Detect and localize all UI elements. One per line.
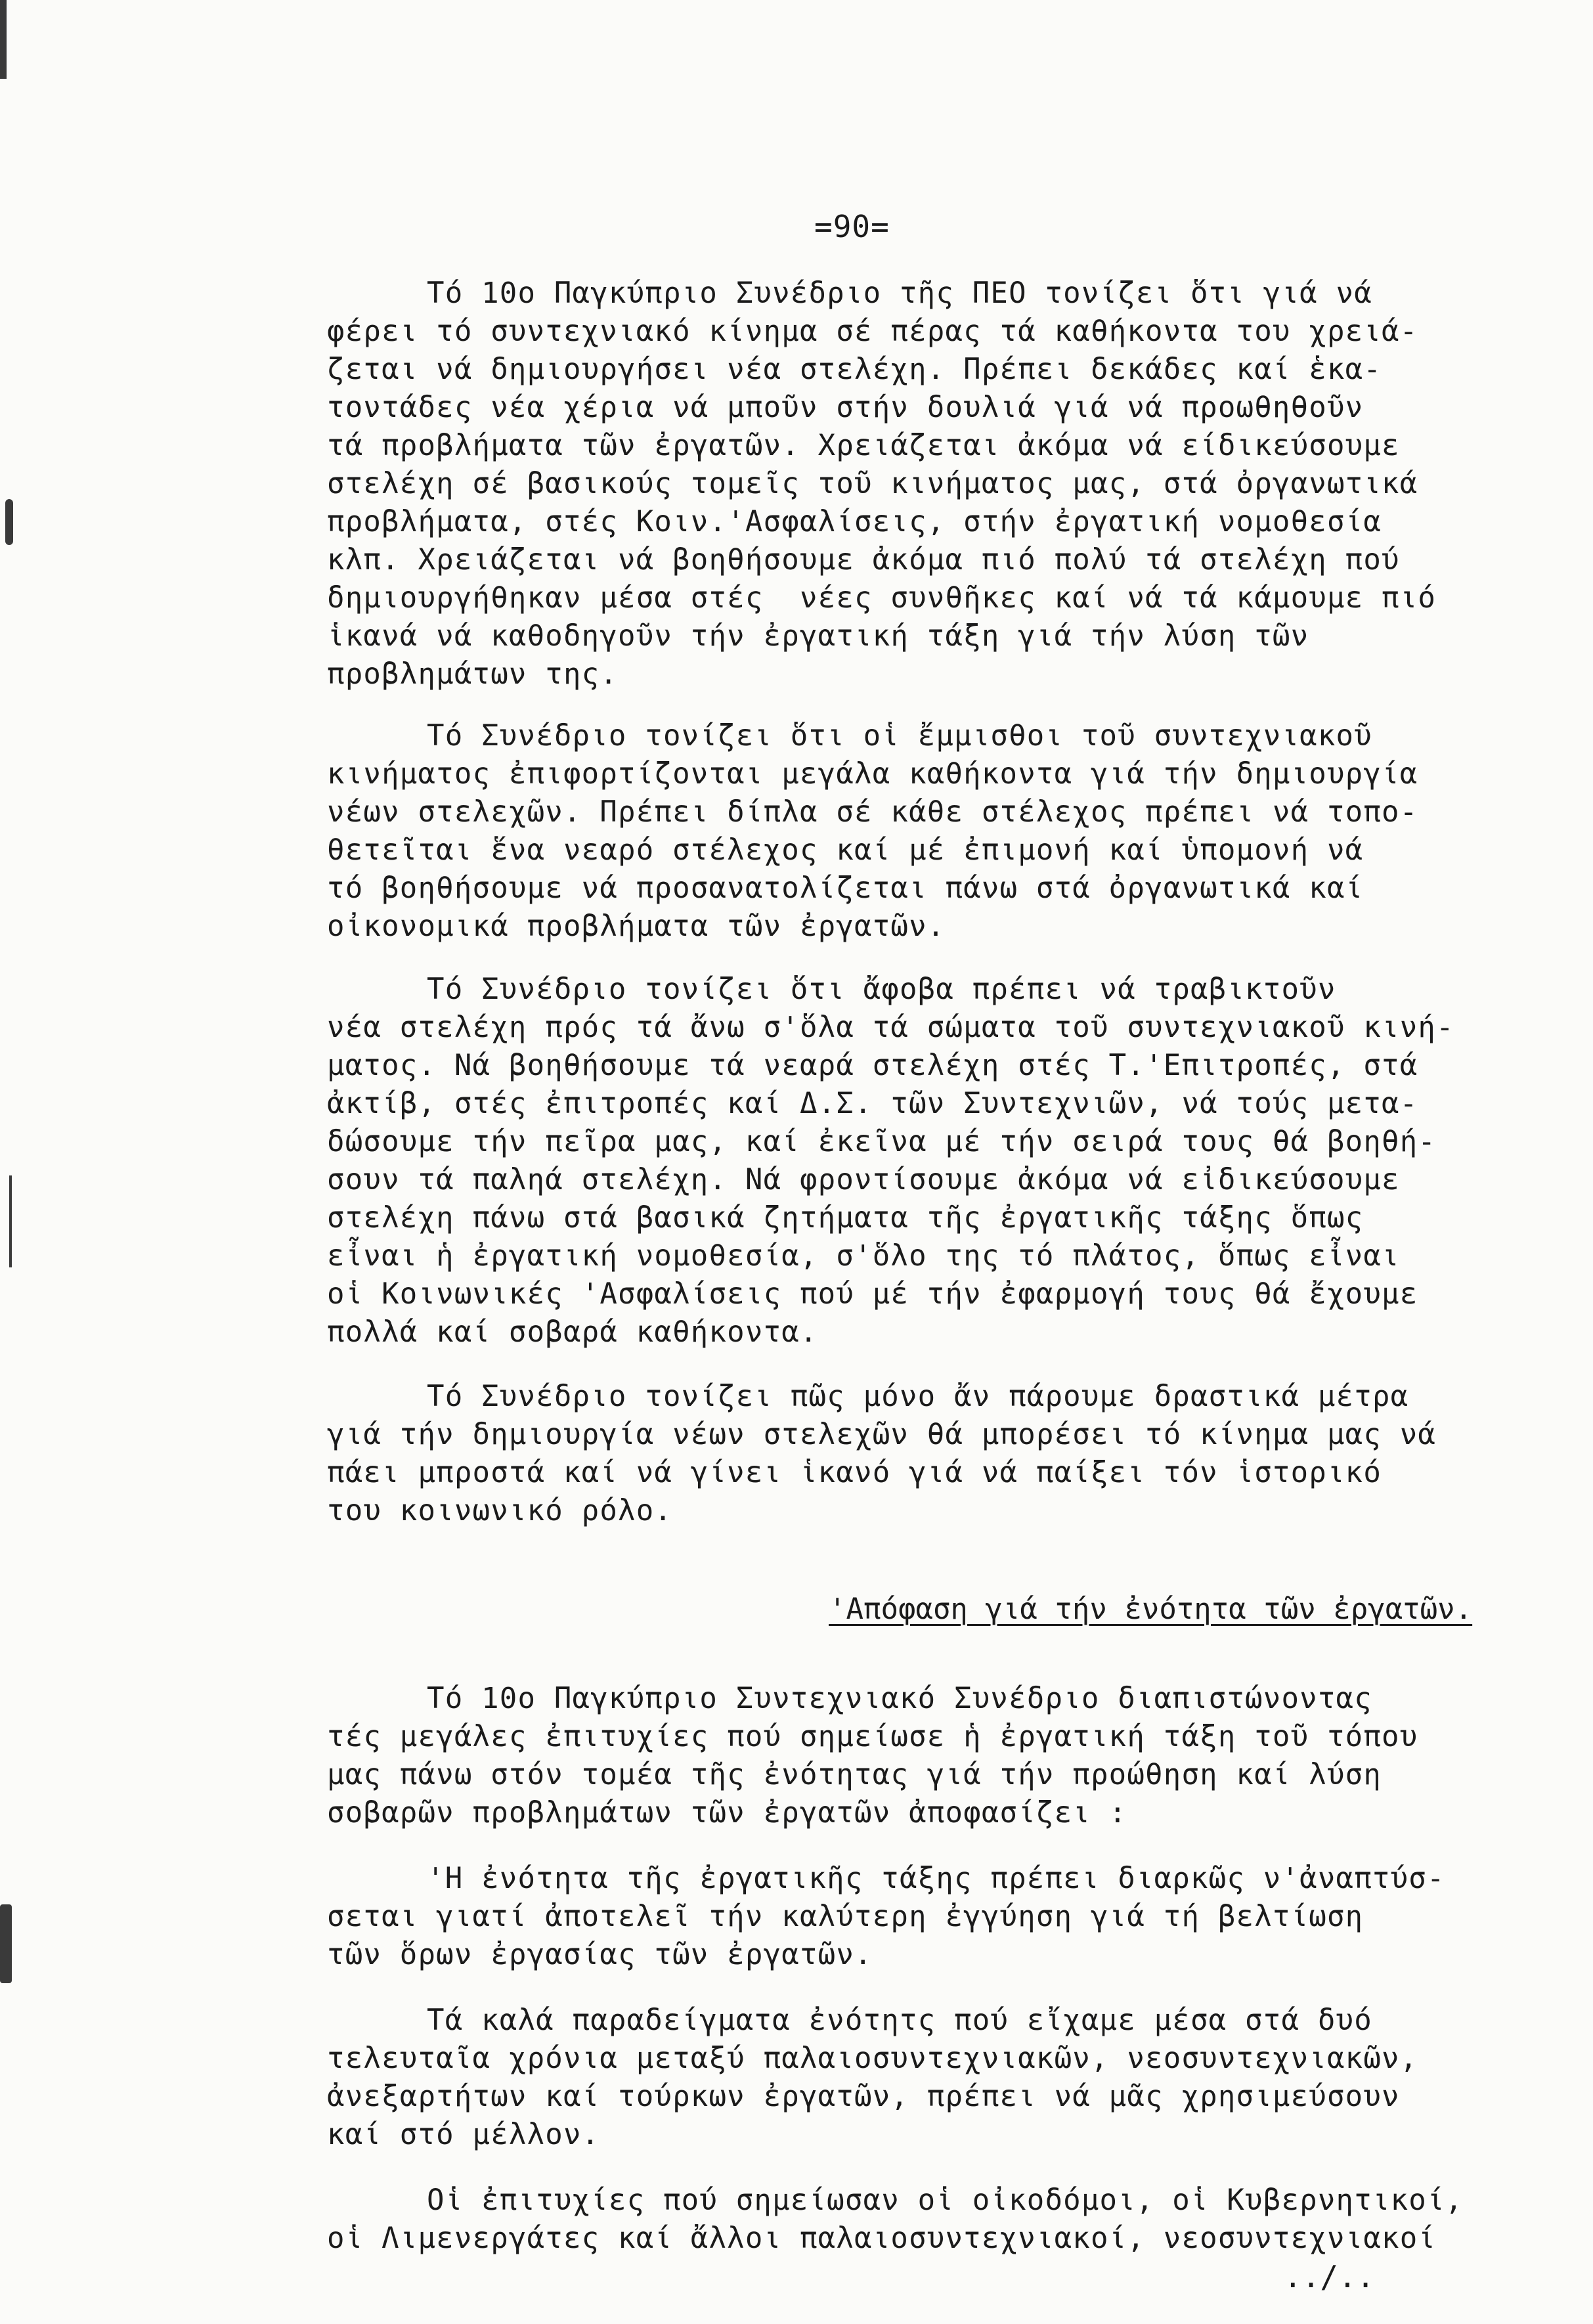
text-line: Τό 10ο Παγκύπριο Συνέδριο τῆς ΠΕΟ τονίζει ὅτι γιά νά — [427, 276, 1372, 310]
continuation-mark: ../.. — [1284, 2259, 1375, 2294]
text-line: οἱ Κοινωνικές 'Ασφαλίσεις πού μέ τήν ἐφαρμογή τους θά ἔχουμε — [327, 1277, 1418, 1311]
text-line: δώσουμε τήν πεῖρα μας, καί ἐκεῖνα μέ τήν σειρά τους θά βοηθή- — [327, 1125, 1437, 1158]
page-number: =90= — [814, 209, 890, 244]
text-line: νέων στελεχῶν. Πρέπει δίπλα σέ κάθε στέλεχος πρέπει νά τοπο- — [327, 795, 1418, 829]
text-line: Τό 10ο Παγκύπριο Συντεχνιακό Συνέδριο διαπιστώνοντας — [427, 1682, 1372, 1715]
margin-mark — [9, 1175, 12, 1267]
text-line: σοβαρῶν προβλημάτων τῶν ἐργατῶν ἀποφασίζει : — [327, 1796, 1127, 1830]
text-line: Τό Συνέδριο τονίζει ὅτι οἱ ἔμμισθοι τοῦ συντεχνιακοῦ — [427, 719, 1372, 753]
section-heading: 'Απόφαση γιά τήν ἐνότητα τῶν ἐργατῶν. — [829, 1592, 1473, 1626]
text-line: γιά τήν δημιουργία νέων στελεχῶν θά μπορέσει τό κίνημα μας νά — [327, 1418, 1437, 1451]
text-line: εἶναι ἡ ἐργατική νομοθεσία, σ'ὅλο της τό πλάτος, ὅπως εἶναι — [327, 1239, 1400, 1273]
text-line: φέρει τό συντεχνιακό κίνημα σέ πέρας τά καθήκοντα του χρειά- — [327, 315, 1418, 348]
text-line: στελέχη πάνω στά βασικά ζητήματα τῆς ἐργατικῆς τάξης ὅπως — [327, 1201, 1364, 1235]
margin-mark — [0, 0, 7, 79]
text-line: ἀνεξαρτήτων καί τούρκων ἐργατῶν, πρέπει νά μᾶς χρησιμεύσουν — [327, 2080, 1400, 2113]
text-line: του κοινωνικό ρόλο. — [327, 1494, 673, 1527]
text-line: προβλήματα, στές Κοιν.'Ασφαλίσεις, στήν ἐργατική νομοθεσία — [327, 505, 1382, 538]
text-line: τοντάδες νέα χέρια νά μποῦν στήν δουλιά γιά νά προωθηθοῦν — [327, 391, 1364, 424]
text-line: τῶν ὅρων ἐργασίας τῶν ἐργατῶν. — [327, 1938, 873, 1971]
text-line: σουν τά παληά στελέχη. Νά φροντίσουμε ἀκόμα νά εἰδικεύσουμε — [327, 1163, 1400, 1196]
text-line: τό βοηθήσουμε νά προσανατολίζεται πάνω στά ὀργανωτικά καί — [327, 871, 1364, 905]
text-line: ζεται νά δημιουργήσει νέα στελέχη. Πρέπει δεκάδες καί ἑκα- — [327, 353, 1382, 386]
text-line: μας πάνω στόν τομέα τῆς ἐνότητας γιά τήν προώθηση καί λύση — [327, 1758, 1382, 1791]
margin-mark — [0, 1904, 12, 1983]
text-line: οἰκονομικά προβλήματα τῶν ἐργατῶν. — [327, 910, 946, 943]
margin-mark — [5, 499, 13, 545]
text-line: Τό Συνέδριο τονίζει πῶς μόνο ἄν πάρουμε δραστικά μέτρα — [427, 1380, 1409, 1413]
text-line: ματος. Νά βοηθήσουμε τά νεαρά στελέχη στές Τ.'Επιτροπές, στά — [327, 1049, 1418, 1082]
text-line: κλπ. Χρειάζεται νά βοηθήσουμε ἀκόμα πιό πολύ τά στελέχη πού — [327, 543, 1400, 577]
text-line: τελευταῖα χρόνια μεταξύ παλαιοσυντεχνιακῶν, νεοσυντεχνιακῶν, — [327, 2042, 1418, 2075]
text-line: ἀκτίβ, στές ἐπιτροπές καί Δ.Σ. τῶν Συντεχνιῶν, νά τούς μετα- — [327, 1087, 1418, 1120]
text-line: δημιουργήθηκαν μέσα στές νέες συνθῆκες καί νά τά κάμουμε πιό — [327, 581, 1437, 615]
text-line: θετεῖται ἕνα νεαρό στέλεχος καί μέ ἐπιμονή καί ὑπομονή νά — [327, 833, 1364, 867]
text-line: Οἱ ἐπιτυχίες πού σημείωσαν οἱ οἰκοδόμοι, οἱ Κυβερνητικοί, — [427, 2183, 1464, 2217]
text-line: σεται γιατί ἀποτελεῖ τήν καλύτερη ἐγγύηση γιά τή βελτίωση — [327, 1900, 1364, 1933]
text-line: πολλά καί σοβαρά καθήκοντα. — [327, 1315, 818, 1349]
text-line: στελέχη σέ βασικούς τομεῖς τοῦ κινήματος μας, στά ὀργανωτικά — [327, 467, 1418, 500]
text-line: καί στό μέλλον. — [327, 2118, 600, 2151]
text-line: Τό Συνέδριο τονίζει ὅτι ἄφοβα πρέπει νά τραβικτοῦν — [427, 973, 1336, 1006]
text-line: τές μεγάλες ἐπιτυχίες πού σημείωσε ἡ ἐργατική τάξη τοῦ τόπου — [327, 1720, 1418, 1753]
text-line: τά προβλήματα τῶν ἐργατῶν. Χρειάζεται ἀκόμα νά είδικεύσουμε — [327, 429, 1400, 462]
text-line: προβλημάτων της. — [327, 657, 619, 691]
text-line: κινήματος ἐπιφορτίζονται μεγάλα καθήκοντα γιά τήν δημιουργία — [327, 757, 1418, 791]
text-line: πάει μπροστά καί νά γίνει ἱκανό γιά νά παίξει τόν ἱστορικό — [327, 1456, 1382, 1489]
text-line: νέα στελέχη πρός τά ἄνω σ'ὅλα τά σώματα τοῦ συντεχνιακοῦ κινή- — [327, 1011, 1454, 1044]
text-line: ἱκανά νά καθοδηγοῦν τήν ἐργατική τάξη γιά τήν λύση τῶν — [327, 619, 1309, 653]
text-line: 'Η ἐνότητα τῆς ἐργατικῆς τάξης πρέπει διαρκῶς ν'ἀναπτύσ- — [427, 1862, 1445, 1895]
text-line: Τά καλά παραδείγματα ἐνότητς πού εἴχαμε μέσα στά δυό — [427, 2004, 1372, 2037]
text-line: οἱ Λιμενεργάτες καί ἄλλοι παλαιοσυντεχνιακοί, νεοσυντεχνιακοί — [327, 2222, 1437, 2255]
